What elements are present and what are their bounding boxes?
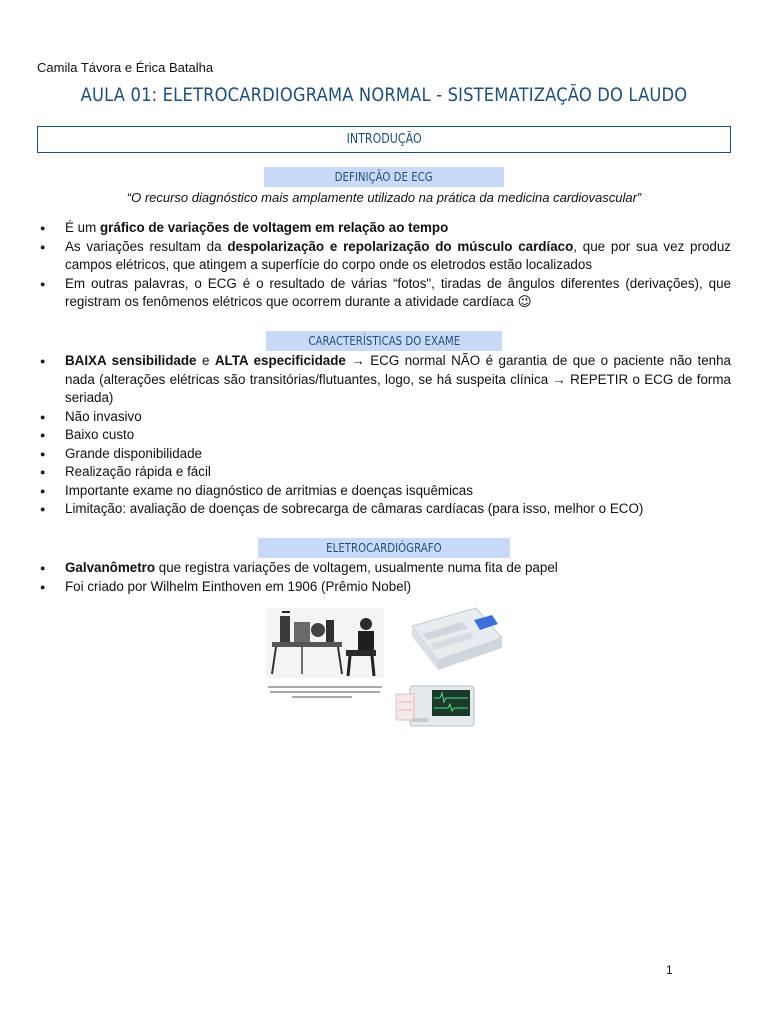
intro-label: INTRODUÇÃO (346, 132, 422, 147)
ecg-devices-figure (262, 598, 510, 730)
list-item: ● Limitação: avaliação de doenças de sobrecarga de câmaras cardíacas (para isso, melhor o ECO) (37, 500, 731, 519)
portable-ecg-device (412, 608, 502, 670)
characteristics-heading-label: CARACTERÍSTICAS DO EXAME (308, 334, 460, 348)
definition-heading-label: DEFINIÇÃO DE ECG (334, 170, 434, 184)
page-title: AULA 01: ELETROCARDIOGRAMA NORMAL - SISTEMATIZAÇÃO DO LAUDO (80, 84, 688, 106)
electrocardiograph-heading-label: ELETROCARDIÓGRAFO (326, 541, 442, 555)
list-item: ● Foi criado por Wilhelm Einthoven em 1906 (Prêmio Nobel) (37, 578, 731, 597)
ecg-monitor-device (396, 686, 474, 726)
electrocardiograph-heading (258, 538, 510, 558)
list-item: ● Não invasivo (37, 408, 731, 427)
characteristics-heading (266, 331, 502, 351)
list-item: ● As variações resultam da despolarização e repolarização do músculo cardíaco, que por sua vez produz campos elétricos, que atingem a superfície do corpo onde os eletrodos estão localizados (37, 238, 731, 275)
authors: Camila Távora e Érica Batalha (37, 60, 214, 75)
characteristics-list (37, 352, 731, 519)
historical-ecg-photo (266, 608, 384, 698)
list-item: ● Grande disponibilidade (37, 445, 731, 464)
definition-quote: “O recurso diagnóstico mais amplamente utilizado na prática da medicina cardiovascular” (126, 190, 642, 205)
electrocardiograph-list (37, 559, 731, 596)
list-item: ● Galvanômetro que registra variações de voltagem, usualmente numa fita de papel (37, 559, 731, 578)
list-item: ● BAIXA sensibilidade e ALTA especificidade → ECG normal NÃO é garantia de que o paciente não tenha nada (alterações elétricas são transitórias/flutuantes, logo, se há suspeita clínica → REPETIR o ECG de forma seriada) (37, 352, 731, 408)
list-item: ● Importante exame no diagnóstico de arritmias e doenças isquêmicas (37, 482, 731, 501)
list-item: ● Em outras palavras, o ECG é o resultado de várias “fotos", tiradas de ângulos diferentes (derivações), que registram os fenômenos elétricos que ocorrem durante a atividade cardíaca 😉 (37, 275, 731, 312)
definition-list (37, 219, 731, 312)
list-item: ● Baixo custo (37, 426, 731, 445)
definition-heading (264, 167, 504, 187)
page-number: 1 (666, 963, 673, 977)
wink-emoji-icon: 😉 (517, 294, 532, 309)
intro-section-box (37, 126, 731, 153)
list-item: ● É um gráfico de variações de voltagem em relação ao tempo (37, 219, 731, 238)
list-item: ● Realização rápida e fácil (37, 463, 731, 482)
